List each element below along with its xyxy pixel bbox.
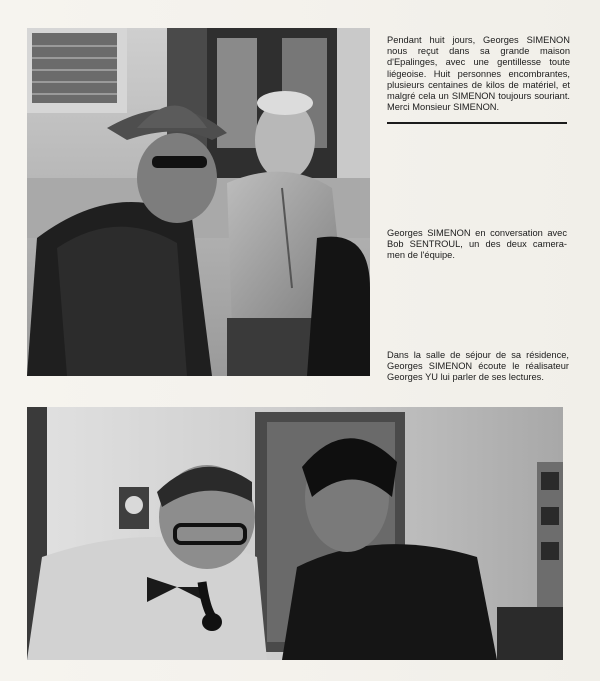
photo-top-image [27,28,370,376]
photo-simenon-sentroul [27,28,370,376]
caption-divider [387,122,567,124]
caption-salle-de-sejour: Dans la salle de séjour de sa résidence, Georges SIMENON écoute le réalisateur Georges YU lui parler de ses lectures. [387,350,569,383]
caption-intro: Pendant huit jours, Georges SIMENON nous reçut dans sa grande maison d'Epalinges, avec une gentillesse toute liégeoise. Huit personnes encombrantes, plusieurs centaines de kilos de matériel, et malgré cela un SIMENON toujours souriant. Merci Monsieur SIMENON. [387,35,570,113]
photo-bottom-image [27,407,563,660]
photo-simenon-yu [27,407,563,660]
caption-conversation: Georges SIMENON en conversation avec Bob SENTROUL, un des deux camera-men de l'équipe. [387,228,567,261]
